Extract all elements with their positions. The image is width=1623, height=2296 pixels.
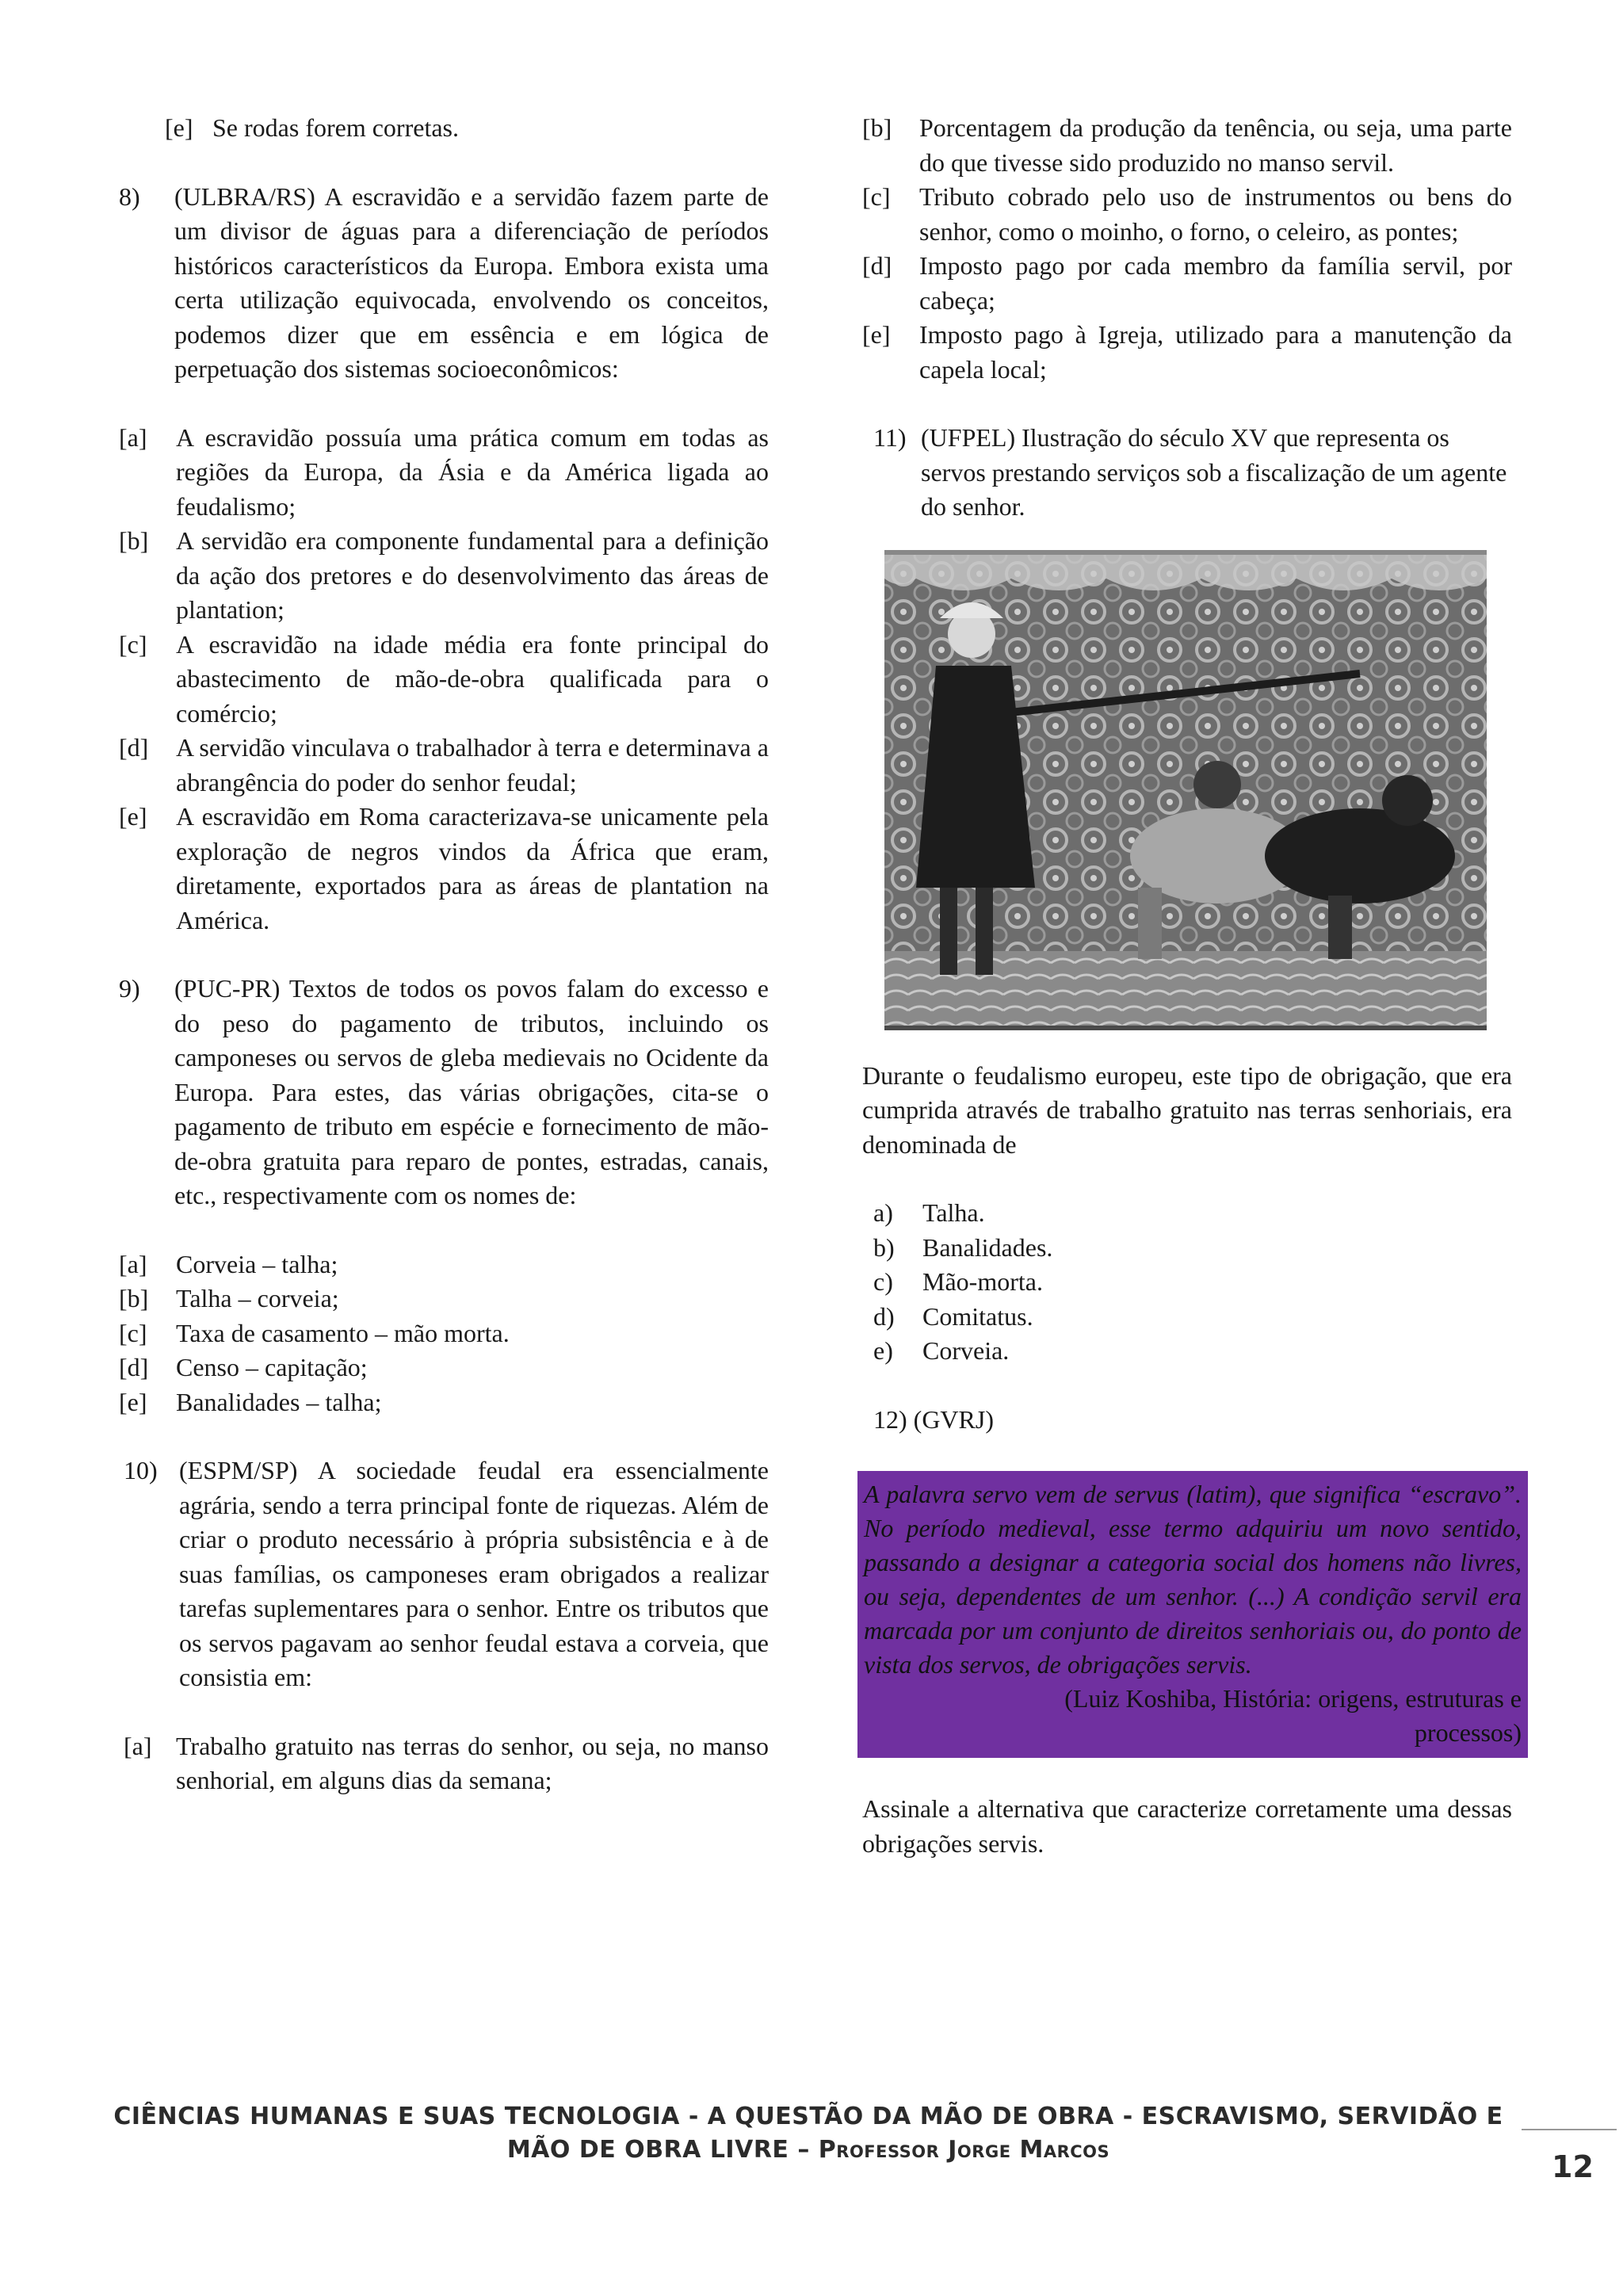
q9-option-a: [a] Corveia – talha;	[119, 1249, 338, 1278]
quote-text: A palavra servo vem de servus (latim), que significa “escravo”. No período medieval, esse termo adquiriu um novo sentido, passando a designar a categoria social dos homens não livres, ou seja, dependentes de um senhor. (...) A condição servil era marcada por um conjunto de direitos senhoriais ou, do ponto de vista dos servos, de obrigações servis.	[864, 1480, 1522, 1679]
q9-option-b: [b] Talha – corveia;	[119, 1284, 339, 1312]
q8-options	[119, 421, 769, 938]
q10-options-continued	[862, 111, 1512, 387]
q8-option-e: [e] A escravidão em Roma caracterizava-se unicamente pela exploração de negros vindos da África que eram, diretamente, exportados para as áreas de plantation na América.	[119, 802, 769, 934]
question-number: 8)	[119, 181, 140, 211]
question-12-heading: 12) (GVRJ)	[873, 1404, 994, 1434]
q9-option-d: [d] Censo – capitação;	[119, 1353, 368, 1381]
q9-options	[119, 1247, 769, 1420]
q10-option-a: [a] Trabalho gratuito nas terras do senhor, ou seja, no manso senhorial, em alguns dias da semana;	[124, 1731, 769, 1794]
illustration-svg	[884, 555, 1487, 1026]
q10-option-d: [d] Imposto pago por cada membro da família servil, por cabeça;	[862, 251, 1512, 315]
q10-option-c: [c] Tributo cobrado pelo uso de instrumentos ou bens do senhor, como o moinho, o forno, o celeiro, as pontes;	[862, 182, 1512, 246]
question-number: 9)	[119, 974, 140, 1003]
q11-option-b: b) Banalidades.	[873, 1232, 1053, 1262]
question-9	[119, 972, 769, 1213]
question-8	[119, 180, 769, 387]
question-10	[124, 1454, 769, 1695]
quote-box	[857, 1471, 1528, 1758]
page-number: 12	[1552, 2149, 1594, 2184]
q10-option-b: [b] Porcentagem da produção da tenência, ou seja, uma parte do que tivesse sido produzido no manso servil.	[862, 113, 1512, 177]
medieval-illustration-image	[884, 550, 1487, 1030]
option-label: [e]	[165, 113, 193, 142]
q9-option-e: [e] Banalidades – talha;	[119, 1387, 382, 1416]
q11-option-e: e) Corveia.	[873, 1336, 1010, 1365]
q11-option-a: a) Talha.	[873, 1198, 985, 1227]
left-column	[119, 111, 769, 1798]
q11-options	[873, 1196, 1512, 1369]
question-stem: (UFPEL) Ilustração do século XV que representa os servos prestando serviços sob a fiscalização de um agente do senhor.	[921, 423, 1507, 521]
page-footer	[111, 2100, 1506, 2167]
q8-option-c: [c] A escravidão na idade média era fonte principal do abastecimento de mão-de-obra qualificada para o comércio;	[119, 629, 769, 728]
question-number: 10)	[124, 1456, 158, 1484]
question-stem: (PUC-PR) Textos de todos os povos falam do excesso e do peso do pagamento de tributos, incluindo os camponeses ou servos de gleba medievais no Ocidente da Europa. Para estes, das várias obrigações, cita-se o pagamento de tributo em espécie e fornecimento de mão-de-obra gratuita para reparo de pontes, estradas, canais, etc., respectivamente com os nomes de:	[174, 974, 769, 1209]
q7-option-e	[119, 111, 769, 146]
question-number: 11)	[873, 423, 907, 452]
q9-option-c: [c] Taxa de casamento – mão morta.	[119, 1318, 510, 1347]
right-column	[862, 111, 1522, 1861]
footer-title-end: MÃO DE OBRA LIVRE –	[506, 2136, 819, 2164]
footer-divider	[1522, 2129, 1617, 2130]
q8-option-d: [d] A servidão vinculava o trabalhador à terra e determinava a abrangência do poder do senhor feudal;	[119, 733, 769, 797]
question-12-instruction: Assinale a alternativa que caracterize corretamente uma dessas obrigações servis.	[862, 1794, 1512, 1858]
q11-option-c: c) Mão-morta.	[873, 1267, 1043, 1296]
quote-source: (Luiz Koshiba, História: origens, estruturas e processos)	[1064, 1684, 1522, 1747]
question-stem: (ULBRA/RS) A escravidão e a servidão fazem parte de um divisor de águas para a diferenciação de períodos históricos característicos da Europa. Embora exista uma certa utilização equivocada, envolvendo os conceitos, podemos dizer que em essência e em lógica de perpetuação dos sistemas socioeconômicos:	[174, 181, 769, 383]
q11-option-d: d) Comitatus.	[873, 1301, 1033, 1331]
question-stem: (ESPM/SP) A sociedade feudal era essencialmente agrária, sendo a terra principal fonte de riquezas. Além de criar o produto necessário à própria subsistência e à de suas famílias, os camponeses eram obrigados a realizar tarefas suplementares para o senhor. Entre os tributos que os servos pagavam ao senhor feudal estava a corveia, que consistia em:	[179, 1456, 769, 1691]
footer-line-2	[111, 2134, 1506, 2167]
option-text: Se rodas forem corretas.	[212, 113, 459, 142]
question-11	[873, 421, 1512, 525]
footer-author: Professor Jorge Marcos	[818, 2136, 1110, 2164]
q8-option-b: [b] A servidão era componente fundamental para a definição da ação dos pretores e do desenvolvimento das áreas de plantation;	[119, 526, 769, 624]
q10-option-e: [e] Imposto pago à Igreja, utilizado para a manutenção da capela local;	[862, 320, 1512, 384]
question-11-after-image: Durante o feudalismo europeu, este tipo de obrigação, que era cumprida através de trabalho gratuito nas terras senhoriais, era denominada de	[862, 1060, 1512, 1159]
footer-line-1: CIÊNCIAS HUMANAS E SUAS TECNOLOGIA - A QUESTÃO DA MÃO DE OBRA - ESCRAVISMO, SERVIDÃO E	[113, 2103, 1503, 2130]
q8-option-a: [a] A escravidão possuía uma prática comum em todas as regiões da Europa, da Ásia e da América ligada ao feudalismo;	[119, 422, 769, 521]
